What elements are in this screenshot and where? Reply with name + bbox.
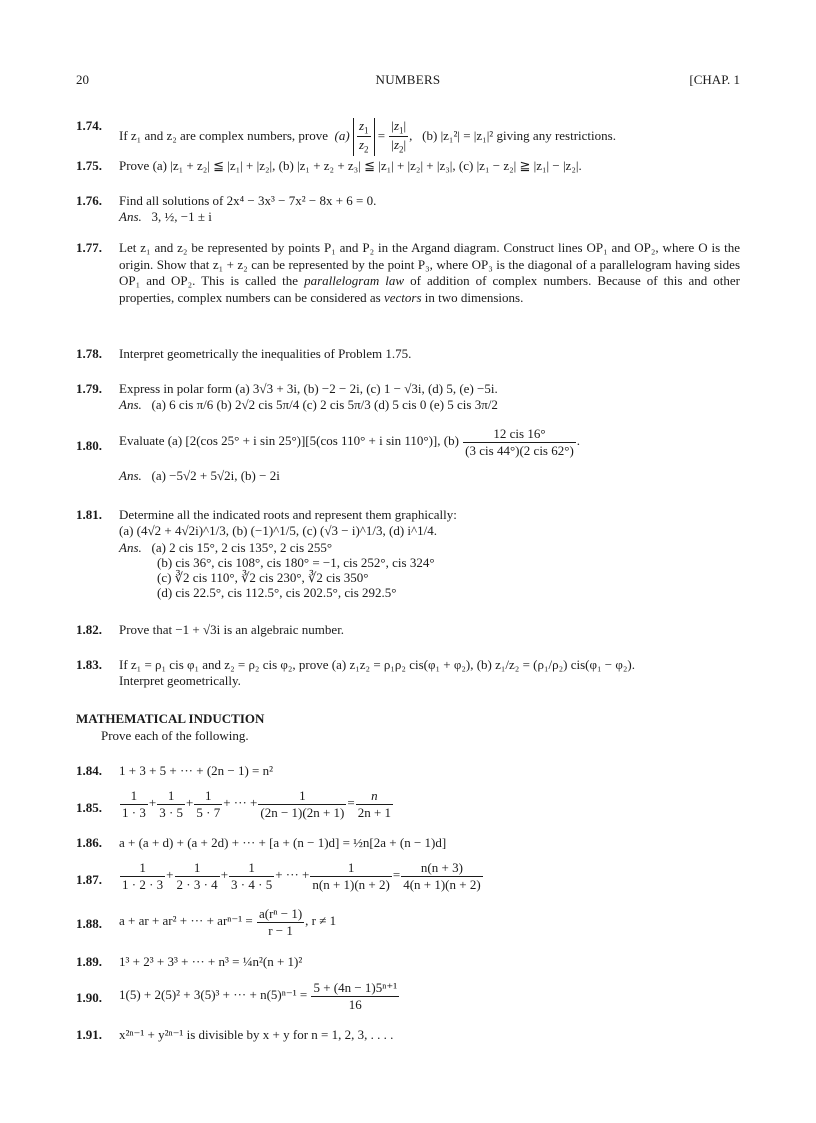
problem-text: Prove (a) |z₁ + z₂| ≦ |z₁| + |z₂|, (b) |z₁ + z₂ + z₃| ≦ |z₁| + |z₂| + |z₃|, (c) |z₁ − z₂| ≧ |z₁| − |z₂|. bbox=[119, 158, 582, 173]
problem-text: Find all solutions of 2x⁴ − 3x³ − 7x² − 8x + 6 = 0. bbox=[119, 193, 377, 208]
page-number: 20 bbox=[76, 72, 89, 87]
problem-1-84: 1.84. 1 + 3 + 5 + ··· + (2n − 1) = n² bbox=[76, 763, 740, 779]
chapter-title: NUMBERS bbox=[375, 72, 441, 87]
answer: Ans. (a) 2 cis 15°, 2 cis 135°, 2 cis 255° (b) cis 36°, cis 108°, cis 180° = −1, cis 252°, cis 324° (c) ∛2 cis 110°, ∛2 cis 230°, ∛2 cis 350° (d) cis 22.5°, cis 112.5°, cis 202.5°, cis 292.5° bbox=[119, 539, 435, 601]
fraction: $\frac{\text{5 + (4n − 1)5ⁿ⁺¹}}{16}$ bbox=[313, 980, 398, 1012]
section-heading: MATHEMATICAL INDUCTION bbox=[76, 711, 265, 726]
problem-1-86: 1.86. a + (a + d) + (a + 2d) + ··· + [a + (n − 1)d] = ½n[2a + (n − 1)d] bbox=[76, 835, 740, 851]
fraction: $\frac{1}{3 \cdot 5}$ bbox=[159, 788, 184, 820]
problem-text: Interpret geometrically the inequalities of Problem 1.75. bbox=[119, 346, 412, 361]
problem-1-87: 1.87. $\frac{1}{1 \cdot 2 \cdot 3}$ + $\frac{1}{2 \cdot 3 \cdot 4}$ + $\frac{1}{3 \cdot 4 \cdot 5}$ + ··· + $\frac{1}{n(n + 1)(n + 2)}$ = $\frac{n(n + 3)}{4(n + 1)(n + 2)}$ bbox=[76, 860, 740, 892]
problem-1-82: 1.82. Prove that −1 + √3i is an algebraic number. bbox=[76, 622, 740, 638]
problem-text: Prove that −1 + √3i is an algebraic number. bbox=[119, 622, 345, 637]
fraction: $\frac{\text{a(rⁿ − 1)}}{r - 1}$ bbox=[258, 906, 303, 938]
problem-formula: $\frac{1}{1 \cdot 2 \cdot 3}$ + $\frac{1}{2 \cdot 3 \cdot 4}$ + $\frac{1}{3 \cdot 4 \cdot 5}$ + ··· + $\frac{1}{n(n + 1)(n + 2)}$ = $\frac{n(n + 3)}{4(n + 1)(n + 2)}$ bbox=[122, 860, 481, 892]
problem-1-85: 1.85. $\frac{1}{1 \cdot 3}$ + $\frac{1}{3 \cdot 5}$ + $\frac{1}{5 \cdot 7}$ + ··· + $\frac{1}{(2n - 1)(2n + 1)}$ = $\frac{n}{2n + 1}$ bbox=[76, 788, 740, 820]
problem-text: If z₁ = ρ₁ cis φ₁ and z₂ = ρ₂ cis φ₂, prove (a) z₁z₂ = ρ₁ρ₂ cis(φ₁ + φ₂), (b) z₁/z₂ = (ρ₁/ρ₂) cis(φ₁ − φ₂). bbox=[119, 657, 635, 672]
problem-1-83: 1.83. If z₁ = ρ₁ cis φ₁ and z₂ = ρ₂ cis φ₂, prove (a) z₁z₂ = ρ₁ρ₂ cis(φ₁ + φ₂), (b) z₁/z₂ = (ρ₁/ρ₂) cis(φ₁ − φ₂). Interpret geometrically. bbox=[76, 657, 740, 690]
problem-text: Let z₁ and z₂ be represented by points P₁ and P₂ in the Argand diagram. Construct lines OP₁ and OP₂, where O is the origin. Show that z₁ + z₂ can be represented by the point P₃, where OP₃ is the diagonal of a parallelogram having sides OP₁ and OP₂. This is called the parallelogram law of addition of complex numbers. Because of this and other properties, complex numbers can be considered as vectors in two dimensions. bbox=[119, 240, 740, 305]
running-header bbox=[76, 72, 740, 88]
problem-formula: 1(5) + 2(5)² + 3(5)³ + ··· + n(5)ⁿ⁻¹ = $\frac{\text{5 + (4n − 1)5ⁿ⁺¹}}{16}$ bbox=[119, 980, 398, 1012]
fraction: $\frac{\text{12 cis 16°}}{\text{(3 cis 44°)(2 cis 62°)}}$ bbox=[465, 426, 574, 458]
problem-text: x²ⁿ⁻¹ + y²ⁿ⁻¹ is divisible by x + y for n = 1, 2, 3, . . . . bbox=[119, 1027, 394, 1042]
problem-text: Determine all the indicated roots and represent them graphically: bbox=[119, 507, 457, 522]
quotient-of-abs: $\frac{|z_1|}{|z_2|}$ bbox=[391, 118, 407, 155]
problem-formula: $\frac{1}{1 \cdot 3}$ + $\frac{1}{3 \cdot 5}$ + $\frac{1}{5 \cdot 7}$ + ··· + $\frac{1}{(2n - 1)(2n + 1)}$ = $\frac{n}{2n + 1}$ bbox=[122, 788, 392, 820]
problem-subparts: (a) (4√2 + 4√2i)^1/3, (b) (−1)^1/5, (c) (√3 − i)^1/3, (d) i^1/4. bbox=[119, 523, 437, 539]
fraction: $\frac{1}{2 \cdot 3 \cdot 4}$ bbox=[176, 860, 218, 892]
fraction: $\frac{n}{2n + 1}$ bbox=[357, 788, 392, 820]
fraction: $\frac{n(n + 3)}{4(n + 1)(n + 2)}$ bbox=[403, 860, 481, 892]
answer: Ans. (a) 6 cis π/6 (b) 2√2 cis 5π/4 (c) 2 cis 5π/3 (d) 5 cis 0 (e) 5 cis 3π/2 bbox=[119, 397, 498, 413]
problem-1-80: 1.80. Evaluate (a) [2(cos 25° + i sin 25°)][5(cos 110° + i sin 110°)], (b) $\frac{\text{12 cis 16°}}{\text{(3 cis 44°)(2 cis 62°)}}$ . Ans. (a) −5√2 + 5√2i, (b) − 2i bbox=[76, 426, 740, 484]
section-instruction: Prove each of the following. bbox=[101, 728, 249, 743]
problem-text: 1³ + 2³ + 3³ + ··· + n³ = ¼n²(n + 1)² bbox=[119, 954, 303, 969]
answer: Ans. (a) −5√2 + 5√2i, (b) − 2i bbox=[119, 468, 280, 484]
problem-text: 1 + 3 + 5 + ··· + (2n − 1) = n² bbox=[119, 763, 274, 778]
problem-text: Evaluate (a) [2(cos 25° + i sin 25°)][5(cos 110° + i sin 110°)], (b) $\frac{\text{12 cis 16°}}{\text{(3 cis 44°)(2 cis 62°)}}$ . bbox=[119, 426, 581, 458]
answer: Ans. 3, ½, −1 ± i bbox=[119, 209, 212, 225]
abs-quotient: $\frac{z_1}{z_2}$ bbox=[353, 118, 375, 156]
fraction: $\frac{1}{1 \cdot 3}$ bbox=[122, 788, 146, 820]
problem-1-78: 1.78. Interpret geometrically the inequalities of Problem 1.75. bbox=[76, 346, 740, 362]
problem-1-88: 1.88. a + ar + ar² + ··· + arⁿ⁻¹ = $\frac{\text{a(rⁿ − 1)}}{r - 1}$ , r ≠ 1 bbox=[76, 906, 740, 938]
problem-1-77: 1.77. Let z₁ and z₂ be represented by points P₁ and P₂ in the Argand diagram. Construct lines OP₁ and OP₂, where O is the origin. Show that z₁ + z₂ can be represented by the point P₃, where OP₃ is the diagonal of a parallelogram having sides OP₁ and OP₂. This is called the parallelogram law of addition of complex numbers. Because of this and other properties, complex numbers can be considered as vectors in two dimensions. bbox=[76, 240, 740, 305]
problem-1-89: 1.89. 1³ + 2³ + 3³ + ··· + n³ = ¼n²(n + 1)² bbox=[76, 954, 740, 970]
problem-1-75: 1.75. Prove (a) |z₁ + z₂| ≦ |z₁| + |z₂|, (b) |z₁ + z₂ + z₃| ≦ |z₁| + |z₂| + |z₃|, (c) |z₁ − z₂| ≧ |z₁| − |z₂|. bbox=[76, 158, 740, 174]
problem-text: a + (a + d) + (a + 2d) + ··· + [a + (n − 1)d] = ½n[2a + (n − 1)d] bbox=[119, 835, 447, 850]
problem-1-90: 1.90. 1(5) + 2(5)² + 3(5)³ + ··· + n(5)ⁿ⁻¹ = $\frac{\text{5 + (4n − 1)5ⁿ⁺¹}}{16}$ bbox=[76, 980, 740, 1012]
problem-1-81: 1.81. Determine all the indicated roots and represent them graphically: (a) (4√2 + 4√2i)^1/3, (b) (−1)^1/5, (c) (√3 − i)^1/3, (d) i^1/4. Ans. (a) 2 cis 15°, 2 cis 135°, 2 cis 255° (b) cis 36°, cis 108°, cis 180° = −1, cis 252°, cis 324° (c) ∛2 cis 110°, ∛2 cis 230°, ∛2 cis 350° (d) cis 22.5°, cis 112.5°, cis 202.5°, cis 292.5° bbox=[76, 507, 740, 601]
problem-1-91: 1.91. x²ⁿ⁻¹ + y²ⁿ⁻¹ is divisible by x + y for n = 1, 2, 3, . . . . bbox=[76, 1027, 740, 1043]
fraction: $\frac{1}{1 \cdot 2 \cdot 3}$ bbox=[122, 860, 164, 892]
fraction: $\frac{1}{3 \cdot 4 \cdot 5}$ bbox=[231, 860, 273, 892]
problem-1-74 bbox=[76, 118, 740, 156]
problem-number: 1.74. bbox=[76, 118, 102, 133]
problem-1-76: 1.76. Find all solutions of 2x⁴ − 3x³ − 7x² − 8x + 6 = 0. Ans. 3, ½, −1 ± i bbox=[76, 193, 740, 226]
fraction: $\frac{1}{n(n + 1)(n + 2)}$ bbox=[312, 860, 390, 892]
fraction: $\frac{1}{5 \cdot 7}$ bbox=[196, 788, 221, 820]
problem-formula: a + ar + ar² + ··· + arⁿ⁻¹ = $\frac{\text{a(rⁿ − 1)}}{r - 1}$ , r ≠ 1 bbox=[119, 906, 337, 938]
problem-text: Express in polar form (a) 3√3 + 3i, (b) −2 − 2i, (c) 1 − √3i, (d) 5, (e) −5i. bbox=[119, 381, 498, 396]
problem-1-79: 1.79. Express in polar form (a) 3√3 + 3i, (b) −2 − 2i, (c) 1 − √3i, (d) 5, (e) −5i. Ans. (a) 6 cis π/6 (b) 2√2 cis 5π/4 (c) 2 cis 5π/3 (d) 5 cis 0 (e) 5 cis 3π/2 bbox=[76, 381, 740, 414]
problem-text-line2: Interpret geometrically. bbox=[119, 673, 241, 689]
problem-text: If z₁ and z₂ are complex numbers, prove (a) $\frac{z_1}{z_2}$ = $\frac{|z_1|}{|z_2|}$ , (b) |z₁²| = |z₁|² giving any restrictions. bbox=[119, 118, 616, 155]
chapter-label: [CHAP. 1 bbox=[689, 72, 740, 87]
fraction: $\frac{1}{(2n - 1)(2n + 1)}$ bbox=[260, 788, 345, 820]
